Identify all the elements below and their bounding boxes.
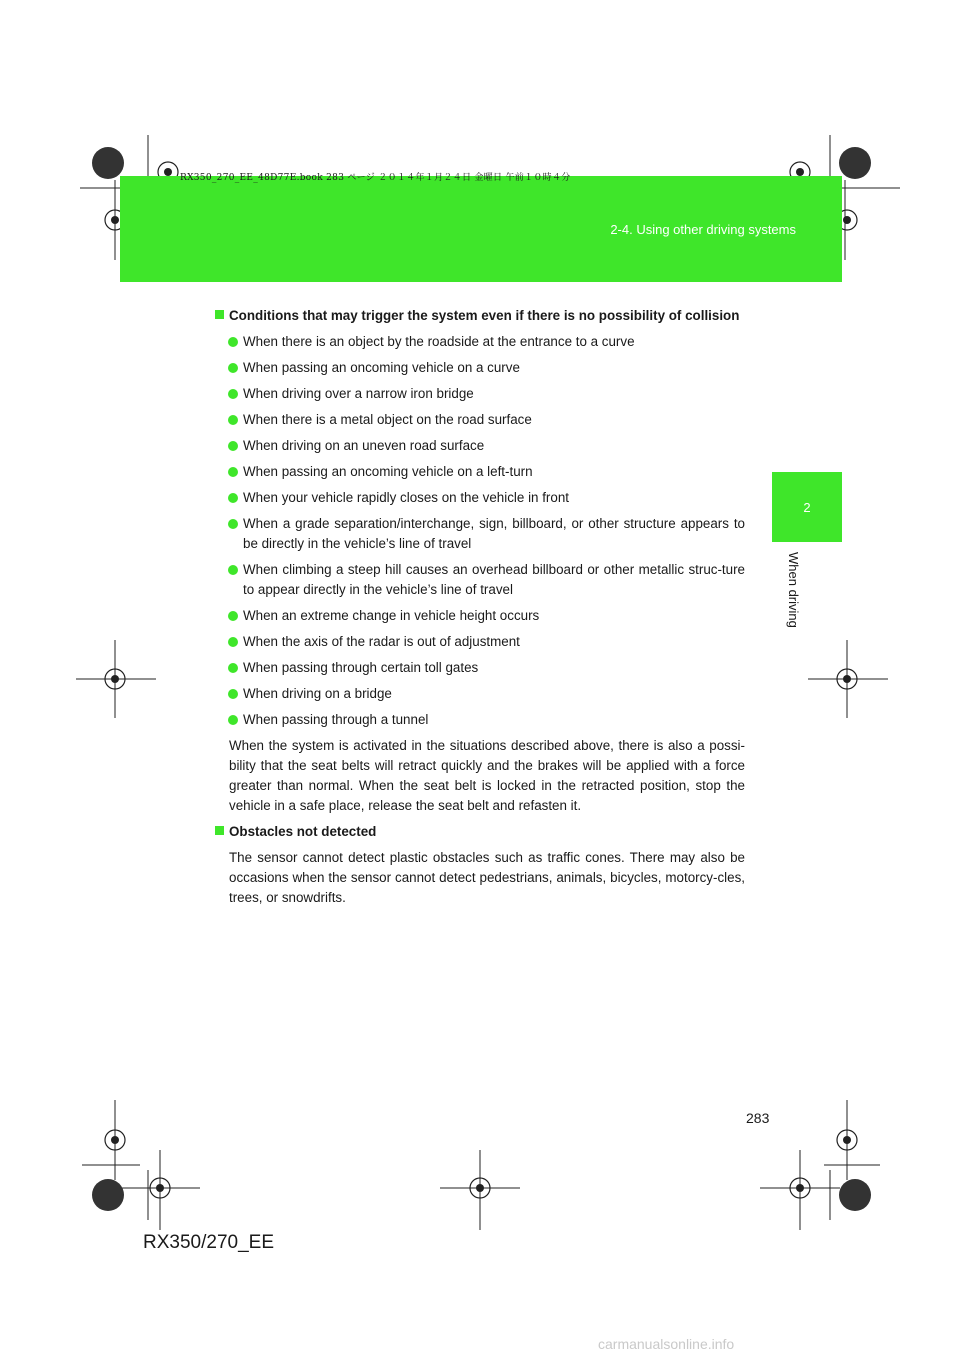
body-paragraph: When the system is activated in the situations described above, there is also a possi-bility that the seat belts will retract quickly and the brakes will be applied with a force greater than normal. When the seat belt is locked in the retracted position, stop the vehicle in a safe place, release the seat belt and refasten it. [229, 738, 745, 813]
square-bullet-icon [215, 310, 224, 319]
list-item: When passing an oncoming vehicle on a left-turn [228, 462, 745, 482]
list-item: When an extreme change in vehicle height occurs [228, 606, 745, 626]
round-bullet-icon [228, 467, 238, 477]
chapter-tab [772, 472, 842, 542]
watermark: carmanualsonline.info [598, 1336, 735, 1352]
round-bullet-icon [228, 441, 238, 451]
round-bullet-icon [228, 337, 238, 347]
chapter-number: 2 [803, 499, 811, 515]
round-bullet-icon [228, 715, 238, 725]
heading-text: Obstacles not detected [229, 824, 377, 839]
list-item: When a grade separation/interchange, sign, billboard, or other structure appears to be directly in the vehicle’s line of travel [228, 514, 745, 554]
round-bullet-icon [228, 565, 238, 575]
round-bullet-icon [228, 611, 238, 621]
body-paragraph: The sensor cannot detect plastic obstacles such as traffic cones. There may also be occasions when the sensor cannot detect pedestrians, animals, bicycles, motorcy-cles, trees, or snowdrifts. [229, 850, 745, 905]
main-content [215, 306, 745, 914]
round-bullet-icon [228, 415, 238, 425]
list-item: When there is a metal object on the road surface [228, 410, 745, 430]
round-bullet-icon [228, 363, 238, 373]
list-item: When climbing a steep hill causes an overhead billboard or other metallic struc-ture to appear directly in the vehicle’s line of travel [228, 560, 745, 600]
round-bullet-icon [228, 663, 238, 673]
book-file-line: RX350_270_EE_48D77E.book 283 ページ ２０１４年１月２４日 金曜日 午前１０時４分 [180, 173, 571, 183]
section-heading [215, 306, 745, 326]
list-item: When passing through certain toll gates [228, 658, 745, 678]
list-item: When driving on an uneven road surface [228, 436, 745, 456]
heading-text: Conditions that may trigger the system even if there is no possibility of collision [229, 308, 740, 323]
list-item: When there is an object by the roadside at the entrance to a curve [228, 332, 745, 352]
round-bullet-icon [228, 689, 238, 699]
list-item: When passing an oncoming vehicle on a curve [228, 358, 745, 378]
square-bullet-icon [215, 826, 224, 835]
section-title: 2-4. Using other driving systems [610, 222, 796, 237]
list-item: When the axis of the radar is out of adjustment [228, 632, 745, 652]
list-item: When driving over a narrow iron bridge [228, 384, 745, 404]
model-code: RX350/270_EE [143, 1232, 274, 1253]
section-heading [215, 822, 745, 842]
list-item: When your vehicle rapidly closes on the vehicle in front [228, 488, 745, 508]
list-item: When driving on a bridge [228, 684, 745, 704]
round-bullet-icon [228, 493, 238, 503]
chapter-label: When driving [786, 552, 801, 628]
page-number: 283 [746, 1110, 770, 1126]
round-bullet-icon [228, 519, 238, 529]
list-item: When passing through a tunnel [228, 710, 745, 730]
conditions-list [215, 332, 745, 730]
round-bullet-icon [228, 389, 238, 399]
round-bullet-icon [228, 637, 238, 647]
